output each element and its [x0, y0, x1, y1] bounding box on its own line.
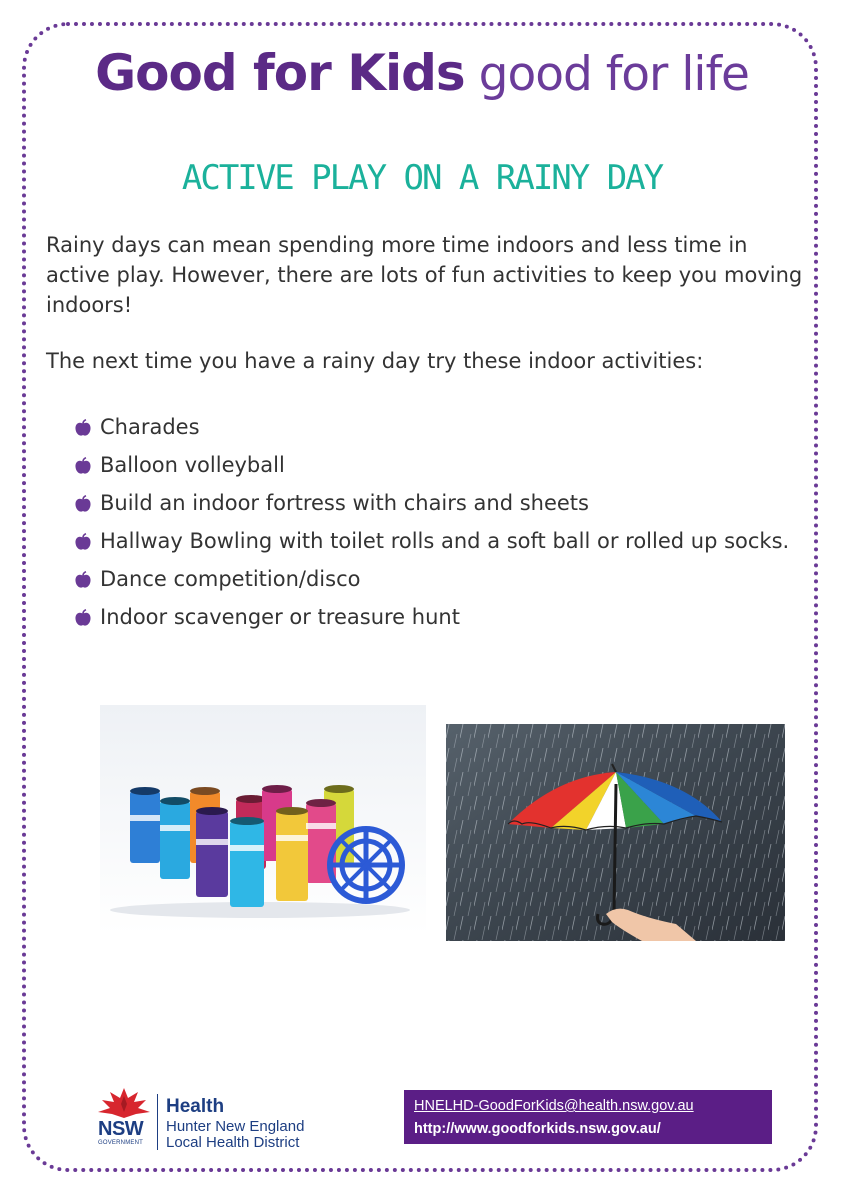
- website-link[interactable]: http://www.goodforkids.nsw.gov.au/: [414, 1121, 661, 1137]
- apple-icon: [74, 457, 92, 475]
- contact-email-link[interactable]: HNELHD-GoodForKids@health.nsw.gov.au: [414, 1098, 694, 1114]
- district-name-line2: Local Health District: [166, 1134, 300, 1151]
- list-item: [74, 603, 794, 632]
- lead-paragraph: The next time you have a rainy day try these indoor activities:: [46, 349, 704, 373]
- nsw-health-logo: [96, 1086, 336, 1152]
- activity-label: Balloon volleyball: [100, 453, 285, 477]
- intro-paragraph: Rainy days can mean spending more time indoors and less time in active play. However, there are lots of fun activities to keep you moving indoors!: [46, 233, 803, 317]
- apple-icon: [74, 495, 92, 513]
- activity-label: Charades: [100, 415, 200, 439]
- activity-label: Indoor scavenger or treasure hunt: [100, 605, 460, 629]
- government-logo-text: GOVERNMENT: [98, 1140, 144, 1146]
- apple-icon: [74, 609, 92, 627]
- umbrella-in-rain-photo: [446, 724, 785, 941]
- brand-tagline: good for life: [478, 47, 749, 102]
- health-logo-text: Health: [166, 1096, 225, 1117]
- district-name-line1: Hunter New England: [166, 1118, 305, 1135]
- brand-title: [0, 44, 844, 102]
- list-item: [74, 413, 794, 442]
- logo-divider: [157, 1094, 158, 1150]
- activity-list: [74, 413, 794, 641]
- activity-label: Build an indoor fortress with chairs and sheets: [100, 491, 589, 515]
- list-item: [74, 451, 794, 480]
- page-heading: ACTIVE PLAY ON A RAINY DAY: [181, 158, 663, 198]
- apple-icon: [74, 571, 92, 589]
- list-item: [74, 527, 794, 556]
- nsw-logo-text: NSW: [98, 1118, 144, 1140]
- brand-strong: Good for Kids: [95, 44, 465, 102]
- toilet-roll-bowling-photo: [100, 705, 426, 935]
- list-item: [74, 565, 794, 594]
- activity-label: Hallway Bowling with toilet rolls and a soft ball or rolled up socks.: [100, 529, 790, 553]
- contact-box: [404, 1090, 772, 1144]
- waratah-icon: [96, 1086, 152, 1120]
- activity-label: Dance competition/disco: [100, 567, 361, 591]
- list-item: [74, 489, 794, 518]
- apple-icon: [74, 533, 92, 551]
- apple-icon: [74, 419, 92, 437]
